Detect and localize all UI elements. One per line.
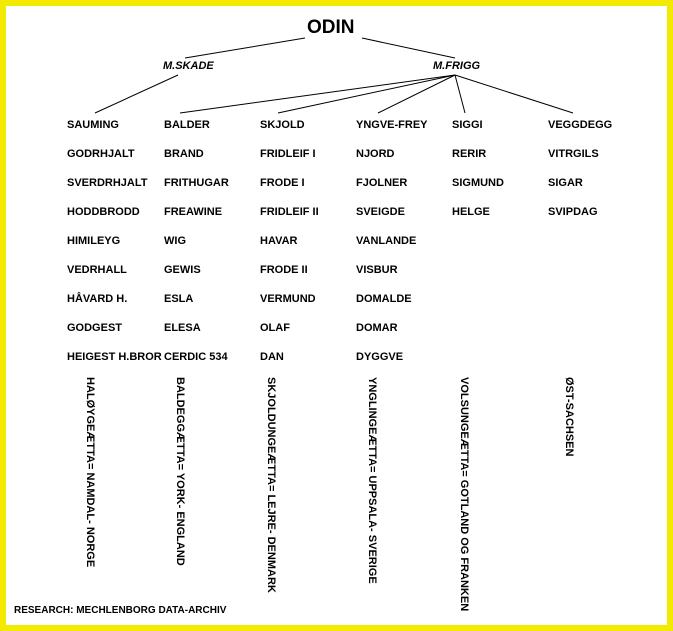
person-name: VITRGILS: [548, 148, 599, 160]
person-name: FRIDLEIF I: [260, 148, 316, 160]
person-name: BALDER: [164, 119, 210, 131]
lineage-label: HALØYGEÆTTA= NAMDAL- NORGE: [84, 377, 96, 568]
person-name: GODRHJALT: [67, 148, 135, 160]
line-frigg-veggdegg: [455, 75, 573, 113]
person-name: VEGGDEGG: [548, 119, 613, 131]
person-name: GODGEST: [67, 322, 123, 334]
person-name: YNGVE-FREY: [356, 119, 428, 131]
person-name: DAN: [260, 351, 284, 363]
person-name: FRITHUGAR: [164, 177, 229, 189]
person-name: SAUMING: [67, 119, 119, 131]
line-frigg-siggi: [455, 75, 465, 113]
person-name: GEWIS: [164, 264, 201, 276]
person-name: NJORD: [356, 148, 395, 160]
person-name: HAVAR: [260, 235, 298, 247]
line-odin-frigg: [362, 38, 455, 58]
lineage-label: VOLSUNGEÆTTA= GOTLAND OG FRANKEN: [458, 377, 470, 612]
lineage-label: BALDEGGÆTTA= YORK- ENGLAND: [174, 377, 186, 566]
person-name: RERIR: [452, 148, 487, 160]
line-frigg-skjold: [278, 75, 455, 113]
person-name: SIGMUND: [452, 177, 504, 189]
person-name: SVIPDAG: [548, 206, 598, 218]
person-name: CERDIC 534: [164, 351, 228, 363]
person-name: FRODE I: [260, 177, 305, 189]
person-name: WIG: [164, 235, 186, 247]
person-name: DOMAR: [356, 322, 398, 334]
person-name: DYGGVE: [356, 351, 404, 363]
person-name: SVEIGDE: [356, 206, 405, 218]
person-name: VANLANDE: [356, 235, 417, 247]
person-name: SIGAR: [548, 177, 583, 189]
person-name: VEDRHALL: [67, 264, 127, 276]
lineage-label: ØST-SACHSEN: [563, 377, 575, 457]
person-name: OLAF: [260, 322, 290, 334]
person-name: SVERDRHJALT: [67, 177, 148, 189]
person-name: HIMILEYG: [67, 235, 121, 247]
line-frigg-balder: [180, 75, 455, 113]
person-name: FRIDLEIF II: [260, 206, 319, 218]
root-title: ODIN: [307, 17, 355, 38]
spouse-frigg: M.FRIGG: [433, 60, 481, 72]
person-name: SIGGI: [452, 119, 483, 131]
person-name: VISBUR: [356, 264, 398, 276]
person-name: DOMALDE: [356, 293, 412, 305]
person-name: SKJOLD: [260, 119, 305, 131]
person-name: ELESA: [164, 322, 201, 334]
line-skade-sauming: [95, 75, 178, 113]
person-name: HEIGEST H.BROR: [67, 351, 162, 363]
person-name: BRAND: [164, 148, 204, 160]
person-name: ESLA: [164, 293, 194, 305]
person-name: HELGE: [452, 206, 490, 218]
research-credit: RESEARCH: MECHLENBORG DATA-ARCHIV: [14, 605, 227, 616]
person-name: HODDBRODD: [67, 206, 140, 218]
person-name: VERMUND: [260, 293, 316, 305]
lineage-label: SKJOLDUNGEÆTTA= LEJRE- DENMARK: [265, 377, 277, 593]
person-name: FREAWINE: [164, 206, 223, 218]
spouse-skade: M.SKADE: [163, 60, 214, 72]
person-name: FJOLNER: [356, 177, 408, 189]
person-name: FRODE II: [260, 264, 308, 276]
person-name: HÅVARD H.: [67, 293, 128, 305]
lineage-label: YNGLINGEÆTTA= UPPSALA- SVERIGE: [366, 377, 378, 584]
line-odin-skade: [185, 38, 305, 58]
